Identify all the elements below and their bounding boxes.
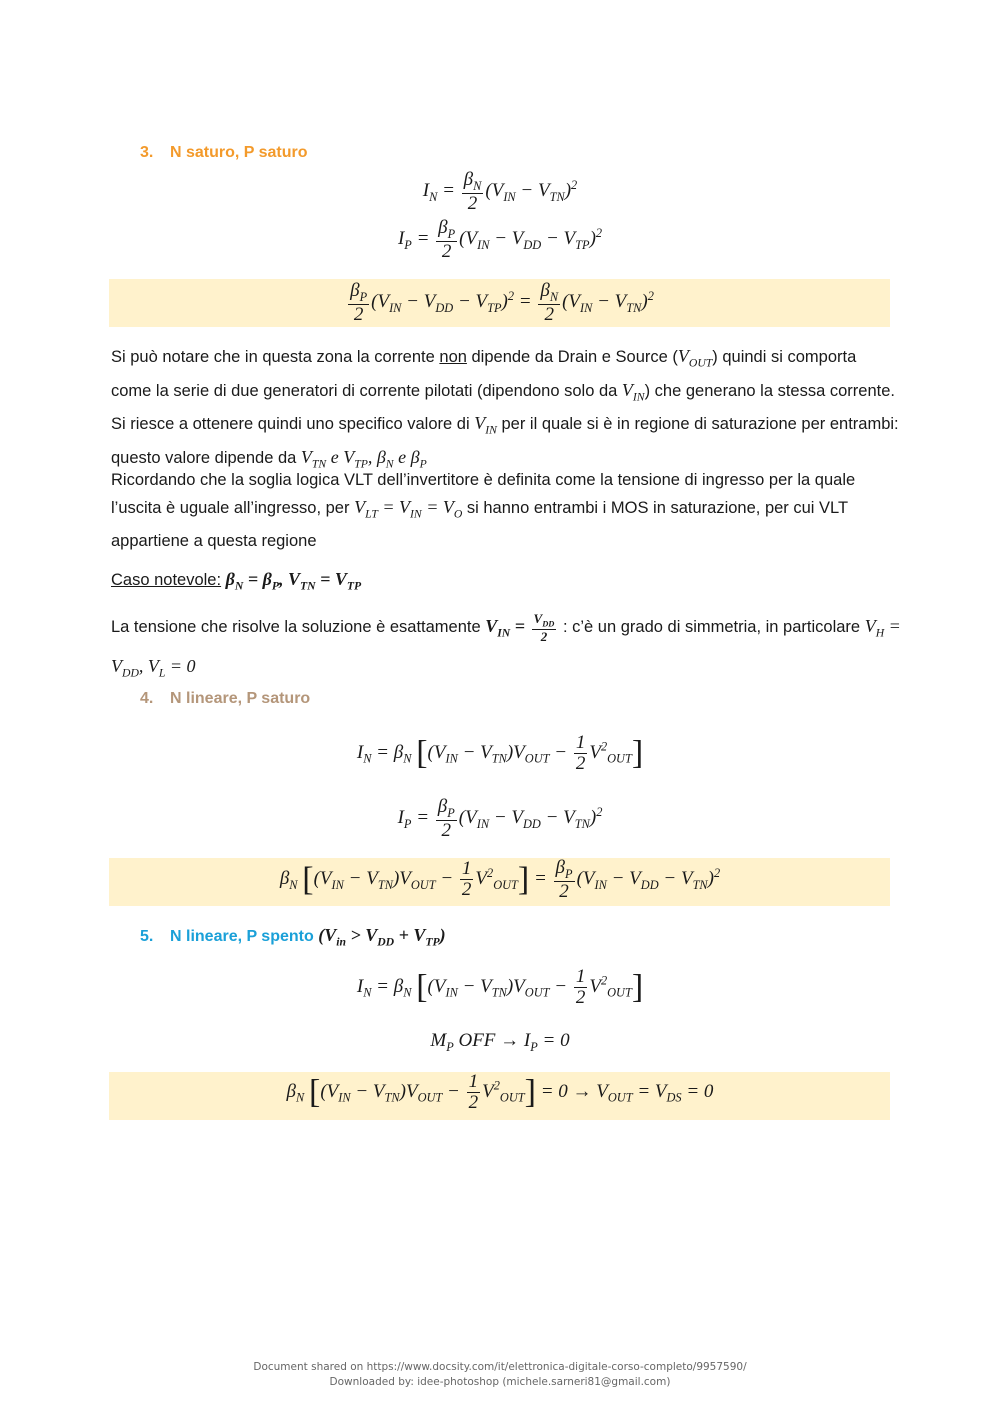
section-4-heading — [140, 690, 310, 708]
para1-text-f: per il quale si è in regione di saturazione per entrambi: questo valore dipende da — [111, 415, 899, 467]
equation-result-5: $\beta_N$ [$(V_{IN} - V_{TN})V_{OUT}$ − $\frac{1}{2}$ $V^2_{OUT}] = 0 \to V_{OUT} = V_{DS} = 0$ — [286, 1071, 714, 1113]
section-3-title: N saturo, P saturo — [170, 144, 308, 161]
equation-in-linear-4: $I_N = \beta_N$ [$(V_{IN} - V_{TN})V_{OUT}$ − $\frac{1}{2}$ $V^2_{OUT}$] — [356, 732, 644, 774]
para1-text-c: dipende da Drain e Source ( — [466, 348, 678, 366]
para2-text-a: Ricordando che la soglia logica VLT dell’invertitore è definita come la tensione di ingresso per la quale l’uscita è uguale all’ingresso, per — [111, 471, 856, 517]
section-3-heading — [140, 144, 308, 162]
para1-text-d: ) quindi si comporta come la serie di due generatori di corrente pilotati (dipendono solo da — [111, 348, 857, 400]
equation-in-linear-5: $I_N = \beta_N$ [$(V_{IN} - V_{TN})V_{OUT}$ − $\frac{1}{2}$ $V^2_{OUT}$] — [356, 966, 644, 1008]
caso-notevole-label: Caso notevole: — [111, 571, 222, 589]
footer-downloaded-by: Downloaded by: idee-photoshop (michele.sarneri81@gmail.com) — [329, 1376, 671, 1388]
section-5-title: N lineare, P spento — [170, 928, 314, 945]
section-4-number: 4. — [140, 690, 154, 707]
equation-in-saturation: $I_N$ = $\frac{\beta_N}{2}$ $(V_{IN} - V_{TN})^2$ — [422, 169, 578, 214]
caso-notevole-line: Caso notevole: $\beta_N = \beta_P$, $V_{TN} = V_{TP}$ — [111, 569, 362, 593]
equation-equal-currents-3: $\frac{\beta_P}{2}$ $(V_{IN} - V_{DD} - V_{TP})^2$ = $\frac{\beta_N}{2}$ $(V_{IN} - V_{TN})^2$ — [350, 280, 654, 325]
section-4-title: N lineare, P saturo — [170, 690, 311, 707]
section-5-number: 5. — [140, 928, 154, 945]
equation-mp-off: $M_P$ OFF → $I_P = 0$ — [430, 1030, 570, 1054]
section-5-condition: $(V_{in} > V_{DD} + V_{TP})$ — [318, 925, 446, 949]
section-3-number: 3. — [140, 144, 154, 161]
paragraph-saturation-explanation: Si può notare che in questa zona la corrente non dipende da Drain e Source $(V_{OUT})$ quindi si comporta come la serie di due generatori di corrente pilotati (dipendono solo da $V_{IN}$) che generano la stessa corrente. Si riesce a ottenere quindi uno specifico valore di $V_{IN}$ per il quale si è in regione di saturazione per entrambi: questo valore dipende da $V_{TN}$ e $V_{TP}$, $\beta_N$ e $\beta_P$ — [111, 346, 899, 471]
equation-ip-saturation-4: $I_P$ = $\frac{\beta_P}{2}$ $(V_{IN} - V_{DD} - V_{TN})^2$ — [397, 796, 603, 841]
para1-text-e: ) che generano la stessa corrente. Si riesce a ottenere quindi uno specifico valore di — [111, 381, 895, 434]
section-5-heading — [140, 925, 446, 949]
para3-text-a: La tensione che risolve la soluzione è esattamente — [111, 618, 486, 636]
footer — [0, 1360, 1000, 1390]
para2-text-b: si hanno entrambi i MOS in saturazione, per cui VLT appartiene a questa regione — [111, 499, 848, 550]
paragraph-vlt: Ricordando che la soglia logica VLT dell’invertitore è definita come la tensione di ingresso per la quale l’uscita è uguale all’ingresso, per $V_{LT} = V_{IN} = V_O$ si hanno entrambi i MOS in saturazione, per cui VLT appartiene a questa regione — [111, 471, 856, 550]
footer-shared-link: Document shared on https://www.docsity.com/it/elettronica-digitale-corso-completo/9957590/ — [253, 1361, 747, 1373]
paragraph-symmetric-solution: La tensione che risolve la soluzione è esattamente $V_{IN}$ = $\frac{V_{DD}}{2}$ : c’è un grado di simmetria, in particolare $V_H = V_{DD}$, $V_L = 0$ — [111, 611, 901, 680]
equation-ip-saturation: $I_P$ = $\frac{\beta_P}{2}$ $(V_{IN} - V_{DD} - V_{TP})^2$ — [397, 217, 603, 262]
para1-underlined-non: non — [439, 348, 467, 366]
para3-text-b: : c’è un grado di simmetria, in particolare — [558, 618, 865, 636]
para1-text-a: Si può notare che in questa zona la corrente — [111, 348, 440, 366]
equation-equal-currents-4: $\beta_N$ [$(V_{IN} - V_{TN})V_{OUT}$ − $\frac{1}{2}$ $V^2_{OUT}$] = $\frac{\beta_P}{2}$ $(V_{IN} - V_{DD} - V_{TN})^2$ — [279, 857, 721, 902]
